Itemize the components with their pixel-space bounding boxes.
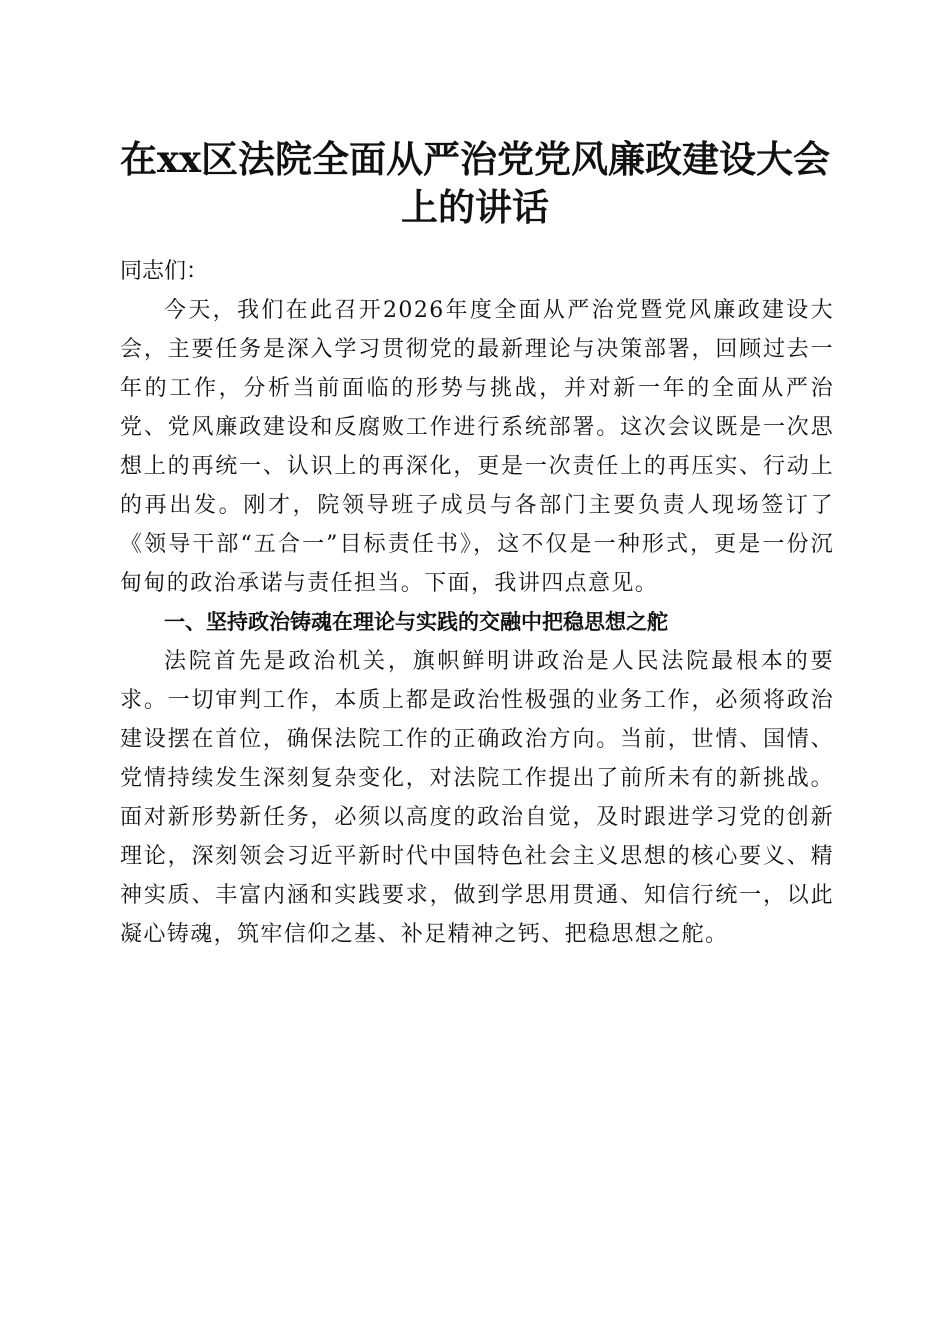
- salutation: 同志们：: [120, 259, 209, 284]
- document-title: [118, 135, 832, 231]
- opening-paragraph: 今天，我们在此召开2026年度全面从严治党暨党风廉政建设大会，主要任务是深入学习贯彻党的最新理论与决策部署，回顾过去一年的工作，分析当前面临的形势与挑战，并对新一年的全面从严治党、党风廉政建设和反腐败工作进行系统部署。这次会议既是一次思想上的再统一、认识上的再深化，更是一次责任上的再压实、行动上的再出发。刚才，院领导班子成员与各部门主要负责人现场签订了《领导干部“五合一”目标责任书》，这不仅是一种形式，更是一份沉甸甸的政治承诺与责任担当。下面，我讲四点意见。: [120, 298, 834, 596]
- title-line-1: 在xx区法院全面从严治党党风廉政建设大会: [119, 137, 831, 181]
- title-line-2: 上的讲话: [401, 185, 549, 229]
- section-1-paragraph: 法院首先是政治机关，旗帜鲜明讲政治是人民法院最根本的要求。一切审判工作，本质上都是政治性极强的业务工作，必须将政治建设摆在首位，确保法院工作的正确政治方向。当前，世情、国情、党情持续发生深刻复杂变化，对法院工作提出了前所未有的新挑战。面对新形势新任务，必须以高度的政治自觉，及时跟进学习党的创新理论，深刻领会习近平新时代中国特色社会主义思想的核心要义、精神实质、丰富内涵和实践要求，做到学思用贯通、知信行统一，以此凝心铸魂，筑牢信仰之基、补足精神之钙、把稳思想之舵。: [120, 649, 834, 947]
- section-1-heading: 一、坚持政治铸魂在理论与实践的交融中把稳思想之舵: [164, 610, 668, 634]
- document-body: [120, 252, 834, 954]
